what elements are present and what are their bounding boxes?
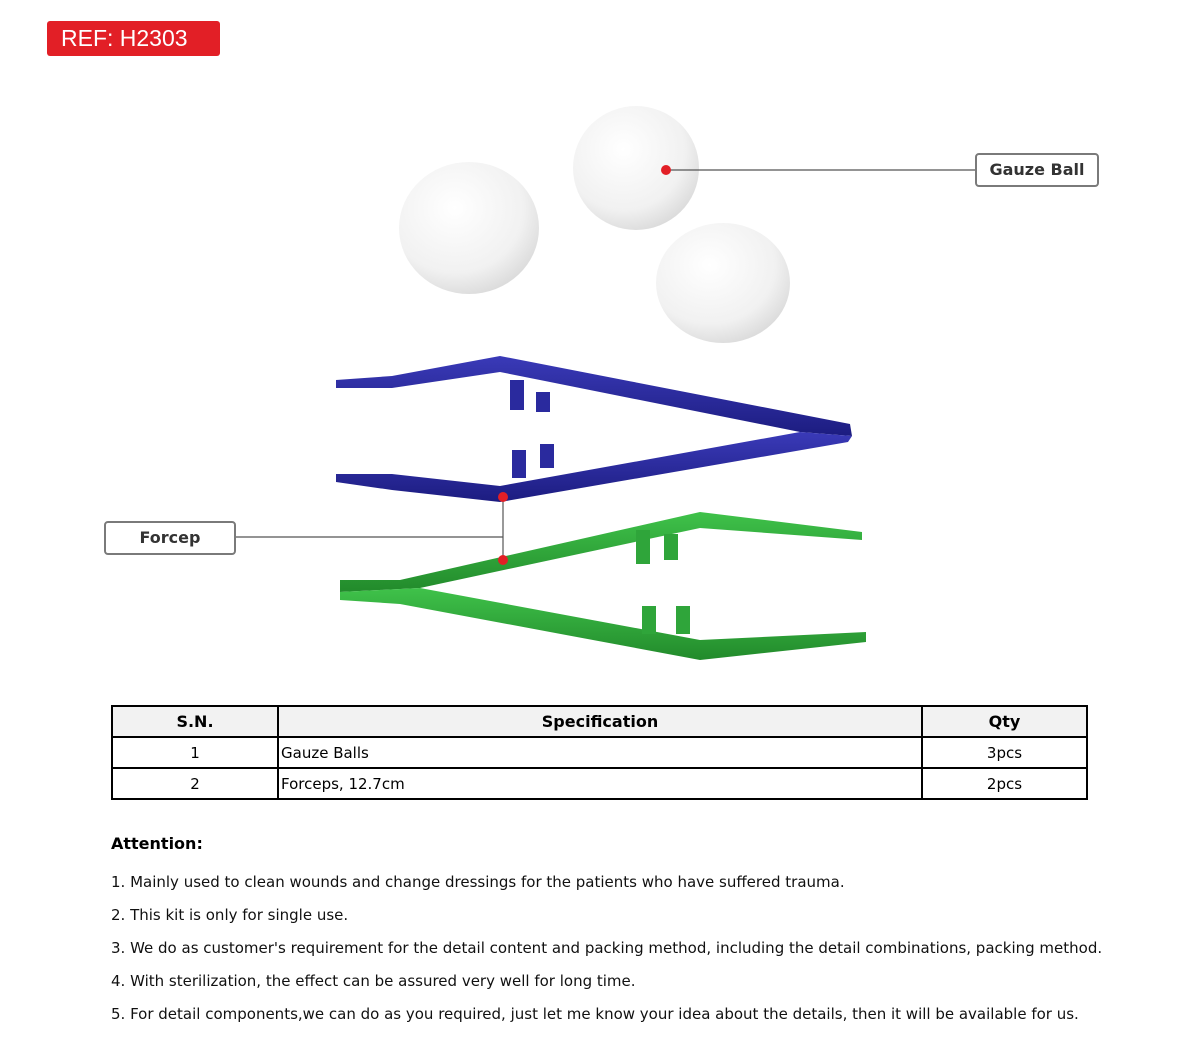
gauze-ball-2 (573, 106, 699, 230)
ref-badge: REF: H2303 (47, 21, 220, 56)
gauze-marker (661, 165, 671, 175)
table-header-row (112, 706, 1087, 737)
attention-title: Attention: (111, 834, 203, 853)
forcep-marker-blue (498, 492, 508, 502)
cell-spec: Forceps, 12.7cm (278, 768, 922, 799)
header-specification: Specification (278, 706, 922, 737)
cell-qty: 3pcs (922, 737, 1087, 768)
green-forceps (340, 512, 866, 660)
specification-table (111, 705, 1088, 800)
gauze-ball-3 (656, 223, 790, 343)
attention-item: 4. With sterilization, the effect can be assured very well for long time. (111, 972, 636, 990)
blue-forceps (336, 356, 852, 502)
attention-item: 2. This kit is only for single use. (111, 906, 349, 924)
cell-sn: 1 (112, 737, 278, 768)
header-sn: S.N. (112, 706, 278, 737)
cell-qty: 2pcs (922, 768, 1087, 799)
cell-sn: 2 (112, 768, 278, 799)
table-row (112, 737, 1087, 768)
cell-spec: Gauze Balls (278, 737, 922, 768)
attention-item: 3. We do as customer's requirement for the detail content and packing method, including the detail combinations, packing method. (111, 939, 1103, 957)
forcep-marker-green (498, 555, 508, 565)
gauze-ball-1 (399, 162, 539, 294)
attention-item: 1. Mainly used to clean wounds and change dressings for the patients who have suffered trauma. (111, 873, 845, 891)
forcep-label: Forcep (104, 521, 236, 555)
attention-list (111, 872, 1102, 1037)
gauze-ball-label: Gauze Ball (975, 153, 1099, 187)
attention-item: 5. For detail components,we can do as you required, just let me know your idea about the details, then it will be available for us. (111, 1005, 1079, 1023)
table-row (112, 768, 1087, 799)
header-qty: Qty (922, 706, 1087, 737)
